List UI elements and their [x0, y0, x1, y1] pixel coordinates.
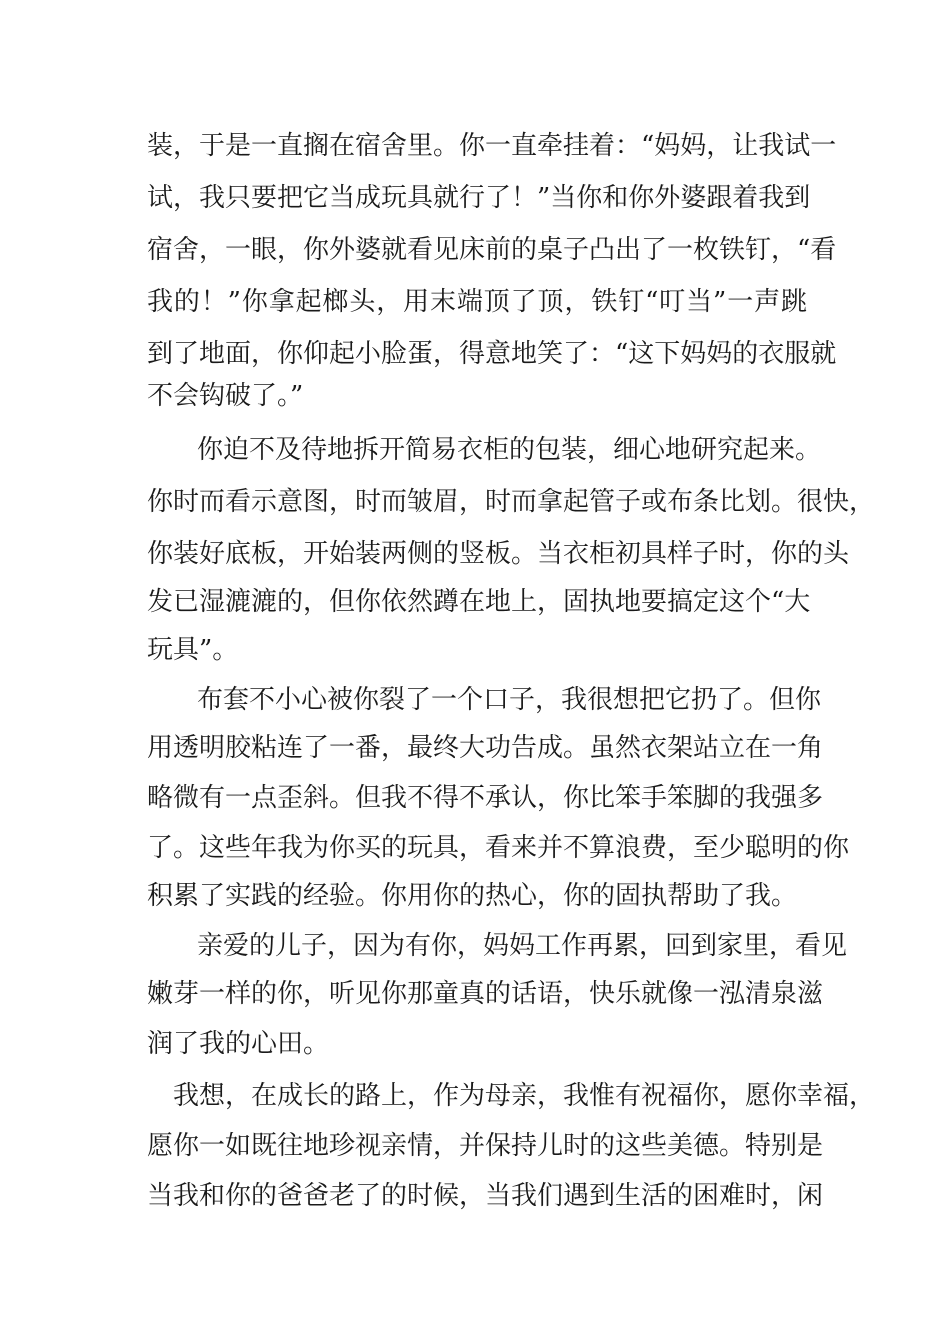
text-line: 润了我的心田。: [147, 1029, 330, 1059]
text-line: 你装好底板，开始装两侧的竖板。当衣柜初具样子时，你的头: [147, 539, 850, 569]
paragraph-first-line: 你迫不及待地拆开简易衣柜的包装，细心地研究起来。: [197, 435, 822, 465]
text-line: 不会钩破了。”: [147, 381, 304, 411]
text-line: 略微有一点歪斜。但我不得不承认，你比笨手笨脚的我强多: [147, 783, 824, 813]
text-line: 嫩芽一样的你，听见你那童真的话语，快乐就像一泓清泉滋: [147, 979, 824, 1009]
text-line: 当我和你的爸爸老了的时候，当我们遇到生活的困难时，闲: [147, 1181, 824, 1211]
text-line: 了。这些年我为你买的玩具，看来并不算浪费，至少聪明的你: [147, 833, 850, 863]
text-line: 试，我只要把它当成玩具就行了！”当你和你外婆跟着我到: [147, 183, 811, 213]
text-line: 装，于是一直搁在宿舍里。你一直牵挂着：“妈妈，让我试一: [147, 131, 837, 161]
text-line: 你时而看示意图，时而皱眉，时而拿起管子或布条比划。很快，: [147, 487, 876, 517]
text-line: 到了地面，你仰起小脸蛋，得意地笑了：“这下妈妈的衣服就: [147, 339, 837, 369]
paragraph-first-line: 布套不小心被你裂了一个口子，我很想把它扔了。但你: [197, 685, 822, 715]
text-line: 玩具”。: [147, 635, 239, 665]
text-line: 宿舍，一眼，你外婆就看见床前的桌子凸出了一枚铁钉，“看: [147, 235, 837, 265]
text-line: 积累了实践的经验。你用你的热心，你的固执帮助了我。: [147, 881, 798, 911]
text-line: 愿你一如既往地珍视亲情，并保持儿时的这些美德。特别是: [147, 1131, 824, 1161]
text-line: 我的！”你拿起榔头，用末端顶了顶，铁钉“叮当”一声跳: [147, 287, 807, 317]
text-line: 用透明胶粘连了一番，最终大功告成。虽然衣架站立在一角: [147, 733, 824, 763]
paragraph-first-line: 亲爱的儿子，因为有你，妈妈工作再累，回到家里，看见: [197, 931, 848, 961]
paragraph-first-line: 我想，在成长的路上，作为母亲，我惟有祝福你，愿你幸福，: [173, 1081, 876, 1111]
text-line: 发已湿漉漉的，但你依然蹲在地上，固执地要搞定这个“大: [147, 587, 811, 617]
